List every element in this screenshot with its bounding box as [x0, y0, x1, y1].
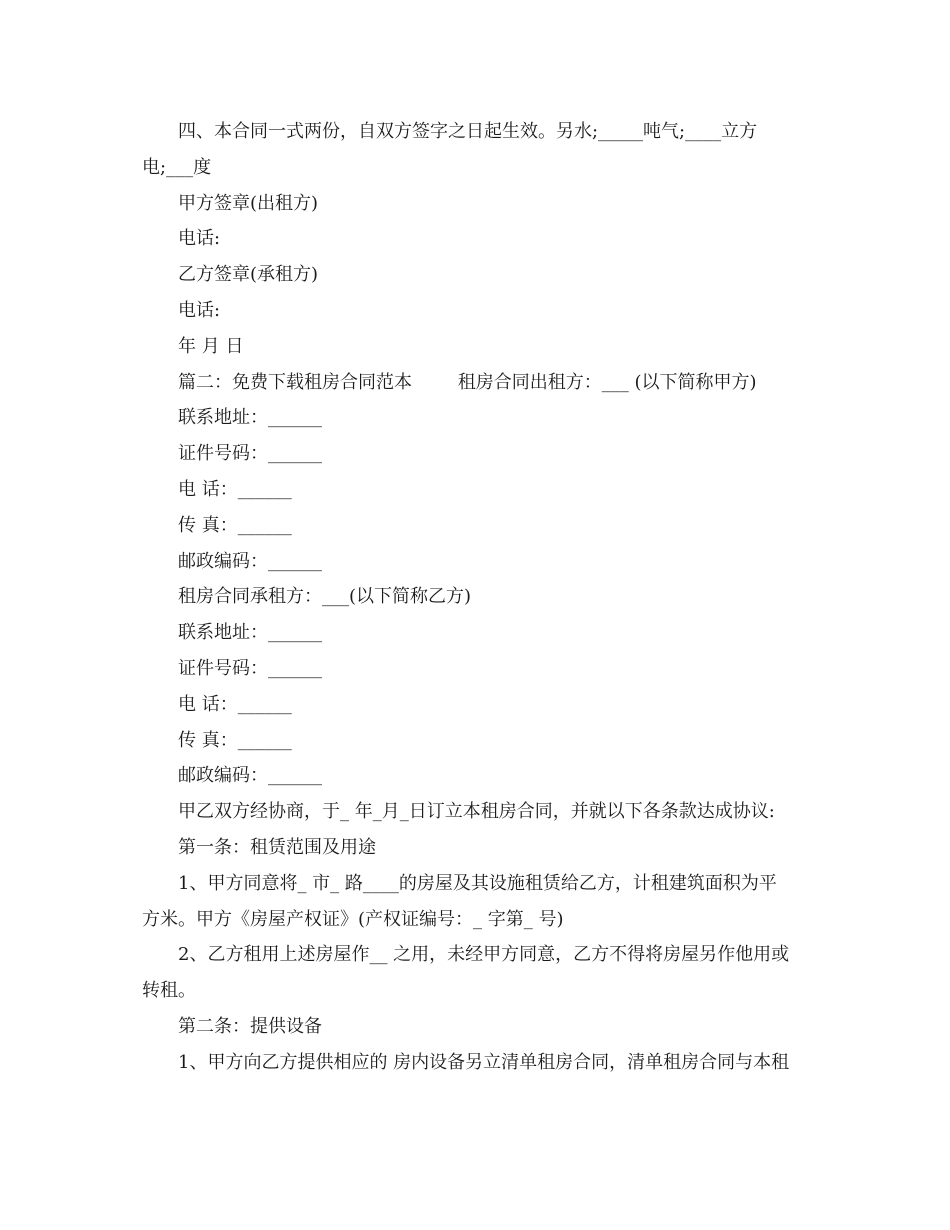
- clause-4-text: 四、本合同一式两份，自双方签字之日起生效。另水;_____吨气;____立方: [178, 121, 758, 142]
- document-body: [142, 114, 822, 1081]
- lessor-address-field: 联系地址：______: [178, 407, 322, 429]
- lessor-phone-field: 电 话：______: [178, 478, 292, 500]
- lessee-fax-field: 传 真：______: [178, 729, 292, 751]
- lessor-fax-field: 传 真：______: [178, 514, 292, 536]
- party-a-signature-label: 甲方签章(出租方): [178, 192, 319, 214]
- party-b-signature-label: 乙方签章(承租方): [178, 264, 319, 286]
- lessee-id-number-field: 证件号码：______: [178, 657, 322, 679]
- lessee-phone-field: 电 话：______: [178, 693, 292, 715]
- section-2-heading: 篇二：免费下载租房合同范本 租房合同出租方：___ (以下简称甲方): [178, 371, 757, 393]
- lessee-heading: 租房合同承租方：___(以下简称乙方): [178, 586, 472, 608]
- party-a-phone-label: 电话:: [178, 228, 221, 250]
- lessee-address-field: 联系地址：______: [178, 622, 322, 644]
- article-2-item-1: 1、甲方向乙方提供相应的 房内设备另立清单租房合同，清单租房合同与本租: [178, 1051, 790, 1073]
- article-1-item-2: 2、乙方租用上述房屋作__ 之用，未经甲方同意，乙方不得将房屋另作他用或: [178, 944, 790, 966]
- lessor-id-number-field: 证件号码：______: [178, 443, 322, 465]
- clause-4-continuation: 电;___度: [142, 156, 212, 178]
- party-b-phone-label: 电话:: [178, 299, 221, 321]
- lessee-postcode-field: 邮政编码：______: [178, 765, 322, 787]
- date-line: 年 月 日: [178, 335, 244, 357]
- article-2-heading: 第二条：提供设备: [178, 1015, 322, 1037]
- article-1-item-1-continuation: 方米。甲方《房屋产权证》(产权证编号：_ 字第_ 号): [142, 908, 564, 930]
- article-1-heading: 第一条：租赁范围及用途: [178, 836, 376, 858]
- article-1-item-2-continuation: 转租。: [142, 980, 196, 1002]
- lessor-postcode-field: 邮政编码：______: [178, 550, 322, 572]
- article-1-item-1: 1、甲方同意将_ 市_ 路____的房屋及其设施租赁给乙方，计租建筑面积为平: [178, 872, 777, 894]
- agreement-intro: 甲乙双方经协商，于_ 年_月_日订立本租房合同，并就以下各条款达成协议:: [178, 801, 775, 823]
